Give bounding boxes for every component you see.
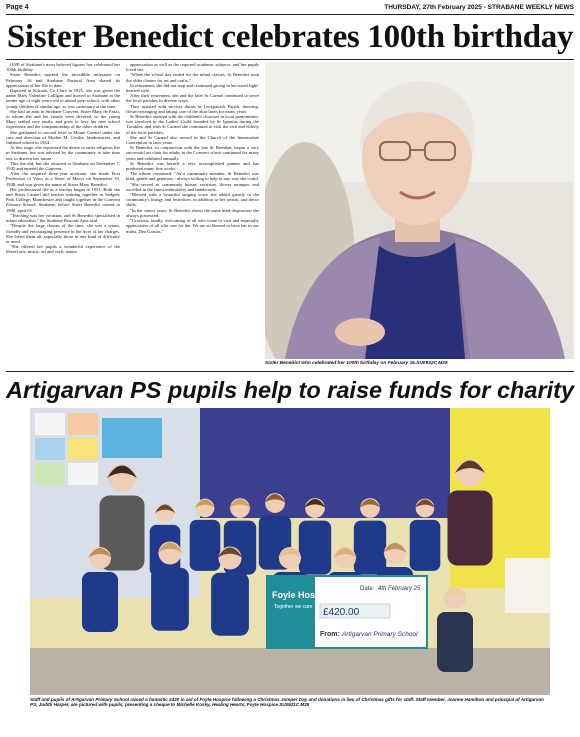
article-paragraph: ONE of Strabane's most beloved figures has celebrated her 100th birthday.: [6, 62, 120, 73]
article-paragraph: "Despite the large classes of the time, she was a warm, friendly and encouraging presence in the lives of her charges. She loved them all, especially those in any kind of difficulty or need.: [6, 223, 120, 244]
cheque-date-label: Date:: [360, 586, 375, 592]
photo-caption-sister-benedict: Sister Benedict who celebrated her 100th birthday on February 16.SU0932C M25: [265, 361, 448, 366]
cheque-from-value: Artigarvan Primary School: [342, 631, 418, 638]
article-paragraph: In retirement, she did not stop and continued giving in her usual light-hearted style.: [126, 82, 259, 94]
article-paragraph: She and Sr Carmel also served in the Church of the Immaculate Conception in later years.: [126, 134, 259, 146]
article-paragraph: After their retirement, she and the later Sr Carmel continued to serve the local parishes in diverse ways.: [126, 93, 259, 104]
article-paragraph: "Blessed with a beautiful singing voice she added greatly to the community's liturgy and festivities, in addition to her artistic and decor skills.: [126, 192, 259, 208]
article1-column-2: [126, 62, 259, 367]
article-paragraph: She had an aunt in Strabane Convent, Sister Mary de Pazzi, to whom she and her family were devoted, so the young Mary settled very easily, and grew to love her new school experience and the companionship of the other children.: [6, 108, 120, 130]
sister-benedict-photo: [265, 62, 574, 359]
article-paragraph: "Teaching was her vocation, and Sr Benedict specialised in infant education," the Strabane Pastoral Area said.: [6, 212, 120, 224]
article-paragraph: "She offered her pupils a wonderful experience of the liberal arts, music, art and craft, nature: [6, 244, 120, 255]
artigarvan-pupils-photo: [30, 408, 550, 695]
issue-info: THURSDAY, 27th February 2025 - STRABANE WEEKLY NEWS: [384, 4, 574, 11]
cheque-amount: £420.00: [323, 607, 360, 618]
section-rule: [6, 371, 574, 372]
headline-rule: [6, 59, 574, 60]
cheque-tagline: Together we care: [274, 604, 313, 610]
article-paragraph: Baptised in Kilrush, Co Clare in 1925, she was given the name Mary Valentine Culligan and moved to Strabane at the tender age of eight years-old to attend prep school, with other young children of similar age, as was customary at the time.: [6, 88, 120, 109]
article-paragraph: "She served as community bursar, sacristan, flower arranger, and excelled in the finest embroidery and handicrafts.: [126, 181, 259, 192]
page-number: Page 4: [6, 4, 29, 11]
article-paragraph: "Gracious, kindly, welcoming of all who come to visit and especially appreciative of all who care for her. We are so blessed to have her in our midst. Deo Gratias.": [126, 218, 259, 234]
headline-artigarvan: Artigarvan PS pupils help to raise funds for charity: [6, 377, 575, 403]
cheque-brand: Foyle Hospice: [272, 590, 334, 600]
article-paragraph: Sr Benedict, in conjunction with the late Sr Brendan, began a very successful art class for adults in the Convent which continued for many years and exhibited annually.: [126, 145, 259, 161]
article-paragraph: Sr Benedict assisted with the children's choruses in local pantomimes, was involved in the Ladies' Guild founded by Sr Ignatius during the Troubles, and with Sr Carmel she continued to visit the sick and elderly of the local parishes.: [126, 114, 259, 135]
article-paragraph: Her professional life as a teacher began in 1951. Both she and Sister Carmel did teacher training together in Sedgely Park College, Manchester and taught together in the Convent Primary School, Strabane, before Sister Benedict retired in 1990, aged 65.: [6, 186, 120, 213]
cheque-date-value: 4th February 25: [378, 586, 421, 592]
article-paragraph: Sr Benedict was herself a very accomplished painter and has produced many fine works.: [126, 160, 259, 172]
article-paragraph: After the required three-year novitiate, she made First Profession of Vows as a Sister of Mercy on September 10, 1948, and was given the name of Sister Mary Benedict.: [6, 171, 120, 187]
headline-sister-benedict: Sister Benedict celebrates 100th birthday: [6, 19, 574, 55]
article-paragraph: The tribute continued: "As a community member, Sr Benedict was kind, gentle and generous - always willing to help in any way she could.: [126, 171, 259, 182]
article1-column-1: [6, 62, 120, 367]
article-paragraph: appreciation as well as the required academic subjects, and her pupils loved her.: [126, 62, 259, 73]
photo-caption-artigarvan: Staff and pupils of Artigarvan Primary School raised a fantastic £420 in aid of Foyle Hospice following a Christmas Jumper Day and donations in lieu of Christmas gifts for staff. Staff member, Joanne Hamilton and principal of Artigarvan PS, Judith Harper, are pictured with pupils, presenting a cheque to Michelle Kosky, Healing Hearts, Foyle Hospice.SU0921C M25: [30, 697, 544, 708]
article-paragraph: At this stage, she expressed the desire to enter religious life in Strabane, but was advised by the community to take time out, to discern her future.: [6, 145, 120, 161]
article-paragraph: They assisted with sacristy duties in Leckpatrick Parish, dressing, flower-arranging and taking care of the altar linen for many years.: [126, 103, 259, 114]
article-paragraph: Sister Benedict marked the incredible milestone on February 16 and Strabane Pastoral Area shared its appreciation of her life to date.: [6, 72, 120, 88]
cheque-from-label: From:: [320, 631, 340, 638]
article-paragraph: "When the school day ended for the infant classes, Sr Benedict took the older classes for art and crafts.": [126, 72, 259, 83]
article-paragraph: She graduated to second level in Mount Carmel under the care and direction of Mother M. Cecilia, headmistress, and finished school in 1944.: [6, 129, 120, 146]
article-paragraph: "In her senior years, Sr Benedict shows the same kind disposition she always possessed.: [126, 207, 259, 218]
article-paragraph: This she did, but she returned to Strabane on December 7, 1945 and entered the Convent.: [6, 160, 120, 172]
header-rule: [6, 14, 574, 15]
